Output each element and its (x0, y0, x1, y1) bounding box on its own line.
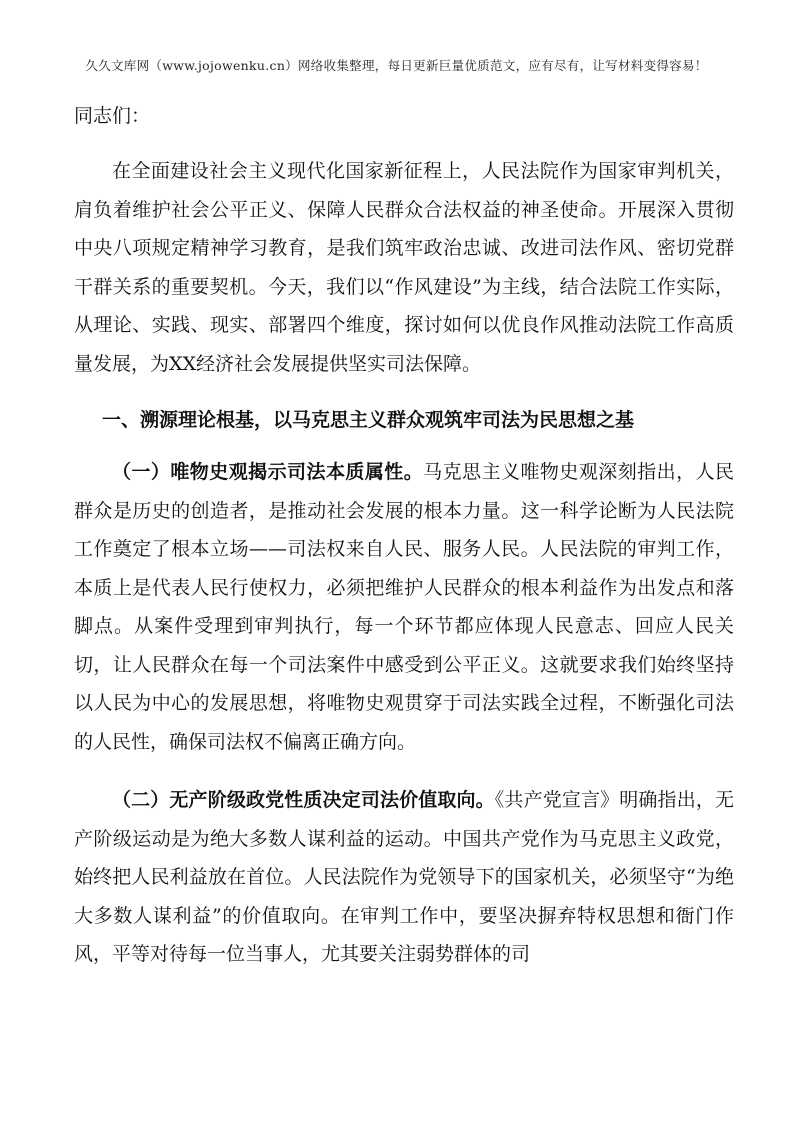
point-1-lead: （一）唯物史观揭示司法本质属性。 (112, 461, 424, 483)
point-2-paragraph (74, 781, 734, 974)
point-1-body: 马克思主义唯物史观深刻指出，人民群众是历史的创造者，是推动社会发展的根本力量。这一科学论断为人民法院工作奠定了根本立场——司法权来自人民、服务人民。人民法院的审判工作，本质上是代表人民行使权力，必须把维护人民群众的根本利益作为出发点和落脚点。从案件受理到审判执行，每一个环节都应体现人民意志、回应人民关切，让人民群众在每一个司法案件中感受到公平正义。这就要求我们始终坚持以人民为中心的发展思想，将唯物史观贯穿于司法实践全过程，不断强化司法的人民性，确保司法权不偏离正确方向。 (74, 461, 734, 753)
document-body (74, 98, 734, 974)
point-1-paragraph (74, 453, 734, 761)
salutation: 同志们： (74, 105, 151, 127)
intro-paragraph: 在全面建设社会主义现代化国家新征程上，人民法院作为国家审判机关，肩负着维护社会公平正义、保障人民群众合法权益的神圣使命。开展深入贯彻中央八项规定精神学习教育，是我们筑牢政治忠诚、改进司法作风、密切党群干群关系的重要契机。今天，我们以“作风建设”为主线，结合法院工作实际，从理论、实践、现实、部署四个维度，探讨如何以优良作风推动法院工作高质量发展，为XX经济社会发展提供坚实司法保障。 (74, 160, 734, 375)
point-2-body: 《共产党宣言》明确指出，无产阶级运动是为绝大多数人谋利益的运动。中国共产党作为马克思主义政党，始终把人民利益放在首位。人民法院作为党领导下的国家机关，必须坚守“为绝大多数人谋利益”的价值取向。在审判工作中，要坚决摒弃特权思想和衙门作风，平等对待每一位当事人，尤其要关注弱势群体的司 (74, 789, 734, 965)
watermark-header: 久久文库网（www.jojowenku.cn）网络收集整理，每日更新巨量优质范文，应有尽有，让写材料变得容易！ (85, 58, 708, 73)
section-heading: 一、溯源理论根基，以马克思主义群众观筑牢司法为民思想之基 (102, 409, 635, 431)
point-2-lead: （二）无产阶级政党性质决定司法价值取向。 (112, 789, 495, 811)
